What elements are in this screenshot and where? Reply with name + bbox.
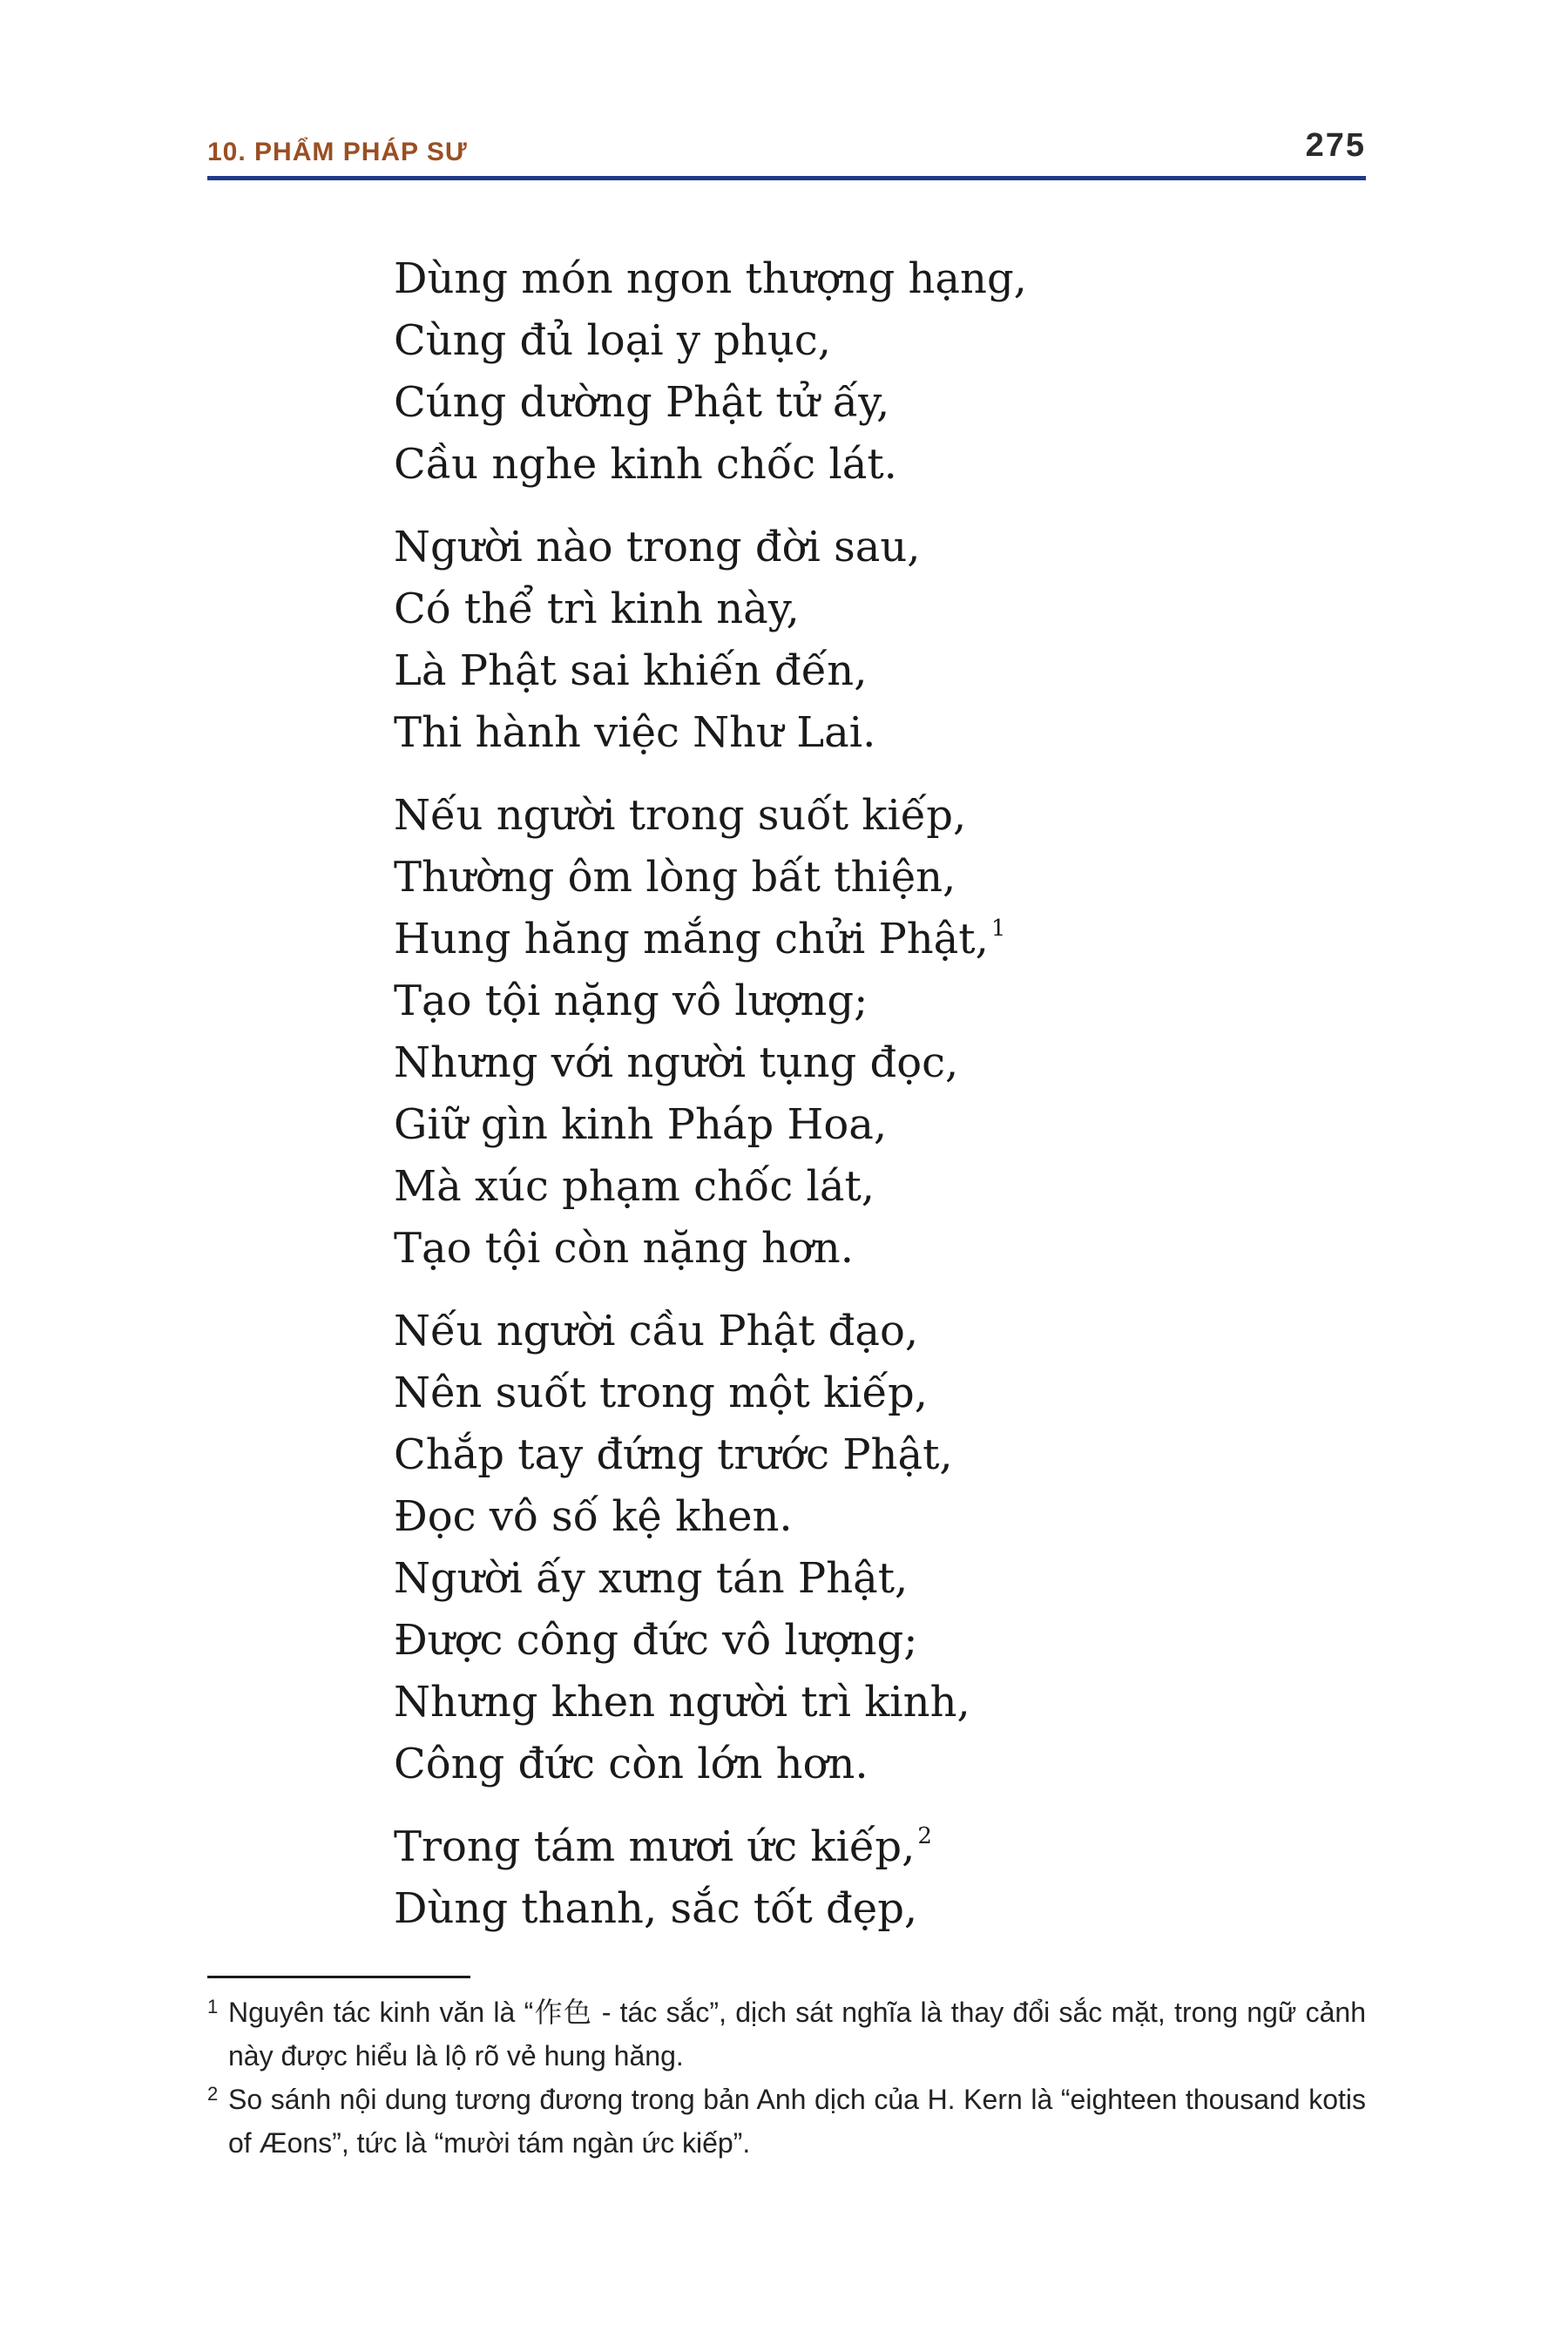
verse-line-text: Người nào trong đời sau, (394, 523, 921, 571)
verse-line-text: Cúng dường Phật tử ấy, (394, 378, 890, 427)
verse-line-text: Chắp tay đứng trước Phật, (394, 1430, 953, 1479)
verse-line (394, 1362, 1352, 1424)
verse-line (394, 970, 1352, 1032)
footnote-number: 2 (207, 2083, 219, 2105)
footnote-marker[interactable]: 2 (917, 1823, 932, 1849)
verse-line (394, 517, 1352, 578)
verse-line-text: Nếu người cầu Phật đạo, (394, 1307, 919, 1355)
verse-line-text: Nên suốt trong một kiếp, (394, 1369, 928, 1417)
verse-line-text: Có thể trì kinh này, (394, 585, 800, 633)
running-header (207, 127, 1366, 183)
verse-line (394, 372, 1352, 434)
footnote-rule (207, 1976, 470, 1978)
verse-line (394, 310, 1352, 372)
verse-line-text: Thường ôm lòng bất thiện, (394, 853, 956, 902)
footnote-text: So sánh nội dung tương đương trong bản Anh dịch của H. Kern là “eighteen thousand kotis of Æons”, tức là “mười tám ngàn ức kiếp”. (228, 2084, 1366, 2159)
footnote (207, 2078, 1366, 2165)
verse-line-text: Dùng món ngon thượng hạng, (394, 254, 1027, 303)
verse-line (394, 909, 1352, 970)
verse-line (394, 248, 1352, 310)
verse-body (394, 248, 1352, 1961)
verse-line (394, 847, 1352, 909)
verse-line (394, 1486, 1352, 1548)
verse-line (394, 702, 1352, 764)
stanza (394, 1301, 1352, 1795)
verse-line-text: Nhưng với người tụng đọc, (394, 1038, 959, 1087)
verse-line (394, 1156, 1352, 1218)
stanza (394, 248, 1352, 496)
footnote (207, 1990, 1366, 2078)
verse-line (394, 640, 1352, 702)
verse-line (394, 1424, 1352, 1486)
chapter-title: 10. PHẨM PHÁP SƯ (207, 138, 468, 166)
verse-line (394, 578, 1352, 640)
stanza (394, 785, 1352, 1280)
verse-line-text: Cùng đủ loại y phục, (394, 316, 831, 365)
verse-line-text: Người ấy xưng tán Phật, (394, 1554, 909, 1603)
footnotes (207, 1990, 1366, 2165)
verse-line-text: Nhưng khen người trì kinh, (394, 1678, 970, 1727)
verse-line-text: Trong tám mươi ức kiếp, (394, 1822, 916, 1871)
verse-line (394, 1878, 1352, 1940)
verse-line-text: Đọc vô số kệ khen. (394, 1492, 793, 1541)
footnote-text: Nguyên tác kinh văn là “作色 - tác sắc”, dịch sát nghĩa là thay đổi sắc mặt, trong ngữ cảnh này được hiểu là lộ rõ vẻ hung hăng. (228, 1997, 1366, 2072)
verse-line (394, 785, 1352, 847)
header-rule (207, 176, 1366, 180)
footnote-marker[interactable]: 1 (990, 916, 1006, 942)
verse-line-text: Được công đức vô lượng; (394, 1616, 918, 1665)
footnote-number: 1 (207, 1996, 219, 2017)
verse-line (394, 1672, 1352, 1734)
verse-line-text: Công đức còn lớn hơn. (394, 1740, 868, 1788)
verse-line (394, 1610, 1352, 1672)
verse-line (394, 1094, 1352, 1156)
verse-line (394, 1816, 1352, 1878)
verse-line (394, 434, 1352, 496)
verse-line-text: Hung hăng mắng chửi Phật, (394, 915, 989, 963)
verse-line (394, 1301, 1352, 1362)
stanza (394, 517, 1352, 764)
verse-line-text: Mà xúc phạm chốc lát, (394, 1162, 875, 1211)
verse-line-text: Cầu nghe kinh chốc lát. (394, 440, 897, 489)
verse-line (394, 1032, 1352, 1094)
verse-line (394, 1734, 1352, 1795)
verse-line-text: Dùng thanh, sắc tốt đẹp, (394, 1884, 918, 1933)
verse-line-text: Là Phật sai khiến đến, (394, 646, 868, 695)
verse-line-text: Tạo tội nặng vô lượng; (394, 977, 868, 1025)
verse-line-text: Giữ gìn kinh Pháp Hoa, (394, 1100, 888, 1149)
verse-line (394, 1218, 1352, 1280)
verse-line (394, 1548, 1352, 1610)
stanza (394, 1816, 1352, 1940)
verse-line-text: Thi hành việc Như Lai. (394, 708, 876, 757)
verse-line-text: Nếu người trong suốt kiếp, (394, 791, 967, 840)
page-number: 275 (1305, 127, 1366, 164)
verse-line-text: Tạo tội còn nặng hơn. (394, 1224, 854, 1273)
